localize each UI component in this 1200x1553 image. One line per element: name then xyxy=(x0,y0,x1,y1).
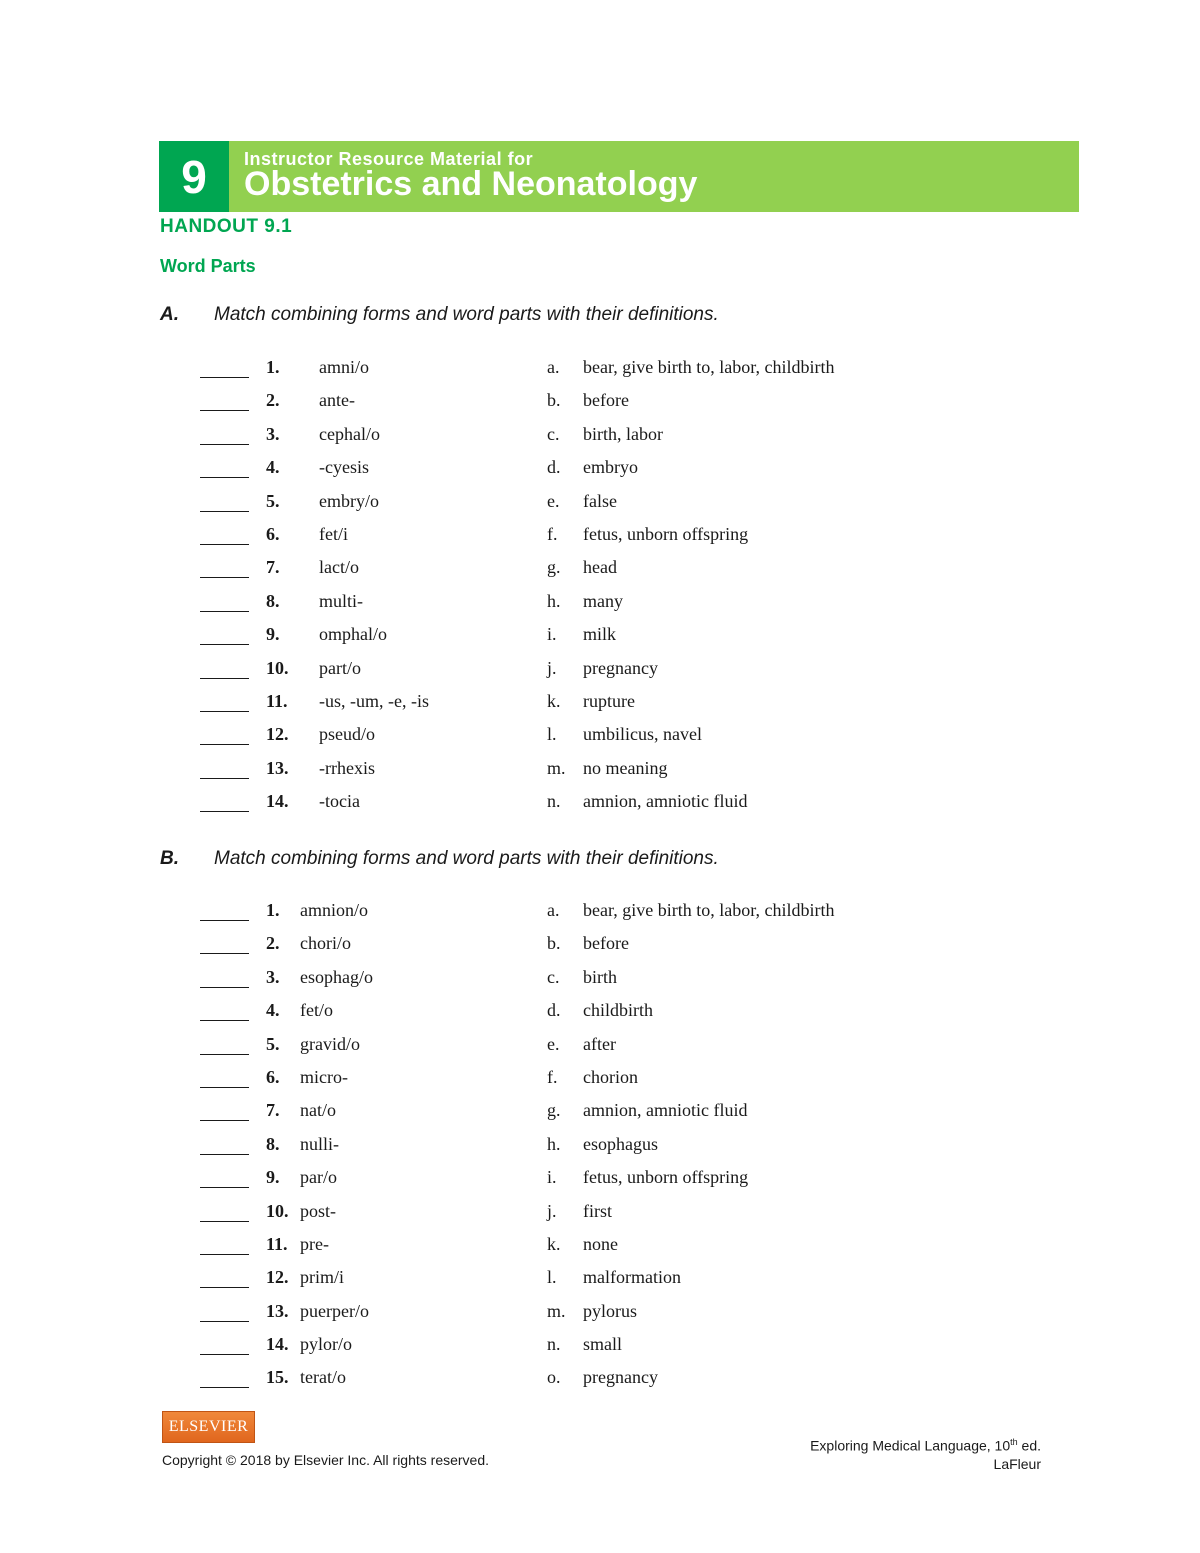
answer-blank[interactable] xyxy=(200,658,249,679)
match-row xyxy=(0,1334,1200,1367)
book-title-sup: th xyxy=(1010,1437,1018,1447)
definition-letter: m. xyxy=(547,757,566,778)
word-part: post- xyxy=(300,1200,336,1221)
section-b-heading xyxy=(160,848,719,870)
word-part: esophag/o xyxy=(300,966,373,987)
word-part: nulli- xyxy=(300,1133,339,1154)
answer-blank[interactable] xyxy=(200,724,249,745)
definition-letter: k. xyxy=(547,1233,561,1254)
word-part: amni/o xyxy=(319,357,369,377)
answer-blank[interactable] xyxy=(200,1034,249,1055)
section-a-heading xyxy=(160,304,719,326)
item-number: 4. xyxy=(266,457,280,478)
definition: before xyxy=(583,933,629,954)
item-number: 14. xyxy=(266,791,289,812)
definition-letter: j. xyxy=(547,1200,557,1221)
word-part: gravid/o xyxy=(300,1033,360,1054)
item-number: 3. xyxy=(266,423,280,444)
item-number: 12. xyxy=(266,1267,289,1288)
copyright-text: Copyright © 2018 by Elsevier Inc. All rights reserved. xyxy=(162,1452,490,1468)
definition-letter: n. xyxy=(547,791,561,812)
definition: milk xyxy=(583,624,617,645)
match-row xyxy=(0,624,1200,657)
book-title xyxy=(810,1433,1041,1455)
item-number: 8. xyxy=(266,590,280,611)
word-part: fet/o xyxy=(300,1000,333,1021)
match-row xyxy=(0,357,1200,390)
item-number: 5. xyxy=(266,1033,280,1054)
answer-blank[interactable] xyxy=(200,1367,249,1388)
definition: childbirth xyxy=(583,1000,653,1021)
definition-letter: i. xyxy=(547,624,557,645)
book-credit xyxy=(810,1433,1041,1473)
definition: before xyxy=(583,390,629,411)
definition: first xyxy=(583,1200,612,1221)
word-part: lact/o xyxy=(319,557,359,578)
item-number: 1. xyxy=(266,357,280,377)
word-part: part/o xyxy=(319,657,361,678)
match-row xyxy=(0,457,1200,490)
definition: small xyxy=(583,1334,622,1355)
match-row xyxy=(0,1367,1200,1400)
answer-blank[interactable] xyxy=(200,758,249,779)
banner-subtitle: Instructor Resource Material for xyxy=(244,149,534,169)
word-part: embry/o xyxy=(319,490,379,511)
answer-blank[interactable] xyxy=(200,524,249,545)
definition: pregnancy xyxy=(583,1367,658,1388)
item-number: 10. xyxy=(266,657,289,678)
match-row xyxy=(0,658,1200,691)
definition: none xyxy=(583,1233,618,1254)
answer-blank[interactable] xyxy=(200,424,249,445)
answer-blank[interactable] xyxy=(200,900,249,921)
definition: bear, give birth to, labor, childbirth xyxy=(583,900,835,920)
match-row xyxy=(0,1067,1200,1100)
item-number: 8. xyxy=(266,1133,280,1154)
word-part: puerper/o xyxy=(300,1300,369,1321)
word-part: par/o xyxy=(300,1167,337,1188)
item-number: 10. xyxy=(266,1200,289,1221)
match-row xyxy=(0,424,1200,457)
item-number: 7. xyxy=(266,1100,280,1121)
match-row xyxy=(0,491,1200,524)
elsevier-logo: ELSEVIER xyxy=(162,1411,255,1443)
answer-blank[interactable] xyxy=(200,1334,249,1355)
match-row xyxy=(0,557,1200,590)
match-row xyxy=(0,390,1200,423)
definition-letter: i. xyxy=(547,1167,557,1188)
word-part: fet/i xyxy=(319,523,348,544)
definition: head xyxy=(583,557,617,578)
definition: after xyxy=(583,1033,616,1054)
section-a-list xyxy=(0,357,1200,824)
book-author: LaFleur xyxy=(993,1455,1041,1472)
match-row xyxy=(0,900,1200,933)
match-row xyxy=(0,1100,1200,1133)
answer-blank[interactable] xyxy=(200,1267,249,1288)
section-title: Word Parts xyxy=(160,256,256,276)
definition: amnion, amniotic fluid xyxy=(583,1100,748,1121)
match-row xyxy=(0,1201,1200,1234)
definition-letter: d. xyxy=(547,1000,561,1021)
definition-letter: k. xyxy=(547,690,561,711)
definition: amnion, amniotic fluid xyxy=(583,791,748,812)
definition: birth, labor xyxy=(583,423,663,444)
answer-blank[interactable] xyxy=(200,591,249,612)
definition: rupture xyxy=(583,690,635,711)
definition-letter: c. xyxy=(547,966,560,987)
match-row xyxy=(0,1000,1200,1033)
item-number: 3. xyxy=(266,966,280,987)
word-part: terat/o xyxy=(300,1367,346,1388)
answer-blank[interactable] xyxy=(200,691,249,712)
definition-letter: b. xyxy=(547,933,561,954)
match-row xyxy=(0,1301,1200,1334)
item-number: 11. xyxy=(266,1233,288,1254)
item-number: 6. xyxy=(266,1066,280,1087)
item-number: 2. xyxy=(266,390,280,411)
banner-title: Obstetrics and Neonatology xyxy=(244,165,698,203)
item-number: 2. xyxy=(266,933,280,954)
match-row xyxy=(0,967,1200,1000)
definition: esophagus xyxy=(583,1133,658,1154)
definition-letter: a. xyxy=(547,357,560,377)
match-row xyxy=(0,724,1200,757)
definition-letter: f. xyxy=(547,1066,558,1087)
definition: chorion xyxy=(583,1066,638,1087)
match-row xyxy=(0,524,1200,557)
item-number: 5. xyxy=(266,490,280,511)
answer-blank[interactable] xyxy=(200,557,249,578)
definition: birth xyxy=(583,966,617,987)
match-row xyxy=(0,1134,1200,1167)
word-part: micro- xyxy=(300,1066,348,1087)
section-b-letter: B. xyxy=(160,848,179,869)
book-title-main: Exploring Medical Language, 10 xyxy=(810,1437,1011,1454)
answer-blank[interactable] xyxy=(200,1067,249,1088)
answer-blank[interactable] xyxy=(200,357,249,378)
answer-blank[interactable] xyxy=(200,1234,249,1255)
match-row xyxy=(0,691,1200,724)
item-number: 1. xyxy=(266,900,280,920)
answer-blank[interactable] xyxy=(200,791,249,812)
section-b-list xyxy=(0,900,1200,1401)
item-number: 12. xyxy=(266,724,289,745)
word-part: multi- xyxy=(319,590,363,611)
definition-letter: f. xyxy=(547,523,558,544)
section-b-instruction: Match combining forms and word parts with their definitions. xyxy=(214,848,719,869)
answer-blank[interactable] xyxy=(200,457,249,478)
item-number: 14. xyxy=(266,1334,289,1355)
definition-letter: c. xyxy=(547,423,560,444)
match-row xyxy=(0,1267,1200,1300)
item-number: 9. xyxy=(266,1167,280,1188)
definition-letter: e. xyxy=(547,490,560,511)
answer-blank[interactable] xyxy=(200,1201,249,1222)
item-number: 15. xyxy=(266,1367,289,1388)
item-number: 9. xyxy=(266,624,280,645)
definition-letter: m. xyxy=(547,1300,566,1321)
answer-blank[interactable] xyxy=(200,1000,249,1021)
definition: malformation xyxy=(583,1267,681,1288)
definition: pregnancy xyxy=(583,657,658,678)
word-part: pylor/o xyxy=(300,1334,352,1355)
word-part: -rrhexis xyxy=(319,757,375,778)
answer-blank[interactable] xyxy=(200,390,249,411)
match-row xyxy=(0,1234,1200,1267)
word-part: nat/o xyxy=(300,1100,336,1121)
word-part: cephal/o xyxy=(319,423,380,444)
item-number: 7. xyxy=(266,557,280,578)
definition: embryo xyxy=(583,457,638,478)
handout-label: HANDOUT 9.1 xyxy=(160,216,293,237)
section-a-letter: A. xyxy=(160,304,179,325)
item-number: 13. xyxy=(266,1300,289,1321)
definition: pylorus xyxy=(583,1300,637,1321)
match-row xyxy=(0,933,1200,966)
definition-letter: g. xyxy=(547,1100,561,1121)
chapter-banner xyxy=(159,141,1079,212)
answer-blank[interactable] xyxy=(200,491,249,512)
answer-blank[interactable] xyxy=(200,624,249,645)
answer-blank[interactable] xyxy=(200,1134,249,1155)
word-part: pre- xyxy=(300,1233,329,1254)
item-number: 11. xyxy=(266,690,288,711)
answer-blank[interactable] xyxy=(200,967,249,988)
chapter-number: 9 xyxy=(159,141,229,212)
match-row xyxy=(0,758,1200,791)
definition: many xyxy=(583,590,623,611)
word-part: amnion/o xyxy=(300,900,368,920)
definition-letter: h. xyxy=(547,590,561,611)
definition-letter: h. xyxy=(547,1133,561,1154)
match-row xyxy=(0,591,1200,624)
definition: fetus, unborn offspring xyxy=(583,1167,749,1188)
item-number: 6. xyxy=(266,523,280,544)
word-part: omphal/o xyxy=(319,624,387,645)
definition-letter: a. xyxy=(547,900,560,920)
definition-letter: g. xyxy=(547,557,561,578)
definition-letter: b. xyxy=(547,390,561,411)
definition-letter: l. xyxy=(547,724,557,745)
match-row xyxy=(0,1167,1200,1200)
definition: bear, give birth to, labor, childbirth xyxy=(583,357,835,377)
section-a-instruction: Match combining forms and word parts with their definitions. xyxy=(214,304,719,325)
match-row xyxy=(0,791,1200,824)
answer-blank[interactable] xyxy=(200,933,249,954)
word-part: pseud/o xyxy=(319,724,375,745)
definition-letter: e. xyxy=(547,1033,560,1054)
answer-blank[interactable] xyxy=(200,1100,249,1121)
word-part: ante- xyxy=(319,390,355,411)
definition-letter: j. xyxy=(547,657,557,678)
item-number: 4. xyxy=(266,1000,280,1021)
word-part: -us, -um, -e, -is xyxy=(319,690,429,711)
word-part: -tocia xyxy=(319,791,360,812)
definition: false xyxy=(583,490,617,511)
definition: no meaning xyxy=(583,757,668,778)
word-part: chori/o xyxy=(300,933,351,954)
definition-letter: d. xyxy=(547,457,561,478)
answer-blank[interactable] xyxy=(200,1167,249,1188)
book-title-suffix: ed. xyxy=(1017,1437,1041,1454)
item-number: 13. xyxy=(266,757,289,778)
definition-letter: l. xyxy=(547,1267,557,1288)
answer-blank[interactable] xyxy=(200,1301,249,1322)
definition: fetus, unborn offspring xyxy=(583,523,749,544)
word-part: -cyesis xyxy=(319,457,369,478)
definition: umbilicus, navel xyxy=(583,724,702,745)
definition-letter: n. xyxy=(547,1334,561,1355)
word-part: prim/i xyxy=(300,1267,344,1288)
match-row xyxy=(0,1034,1200,1067)
definition-letter: o. xyxy=(547,1367,561,1388)
